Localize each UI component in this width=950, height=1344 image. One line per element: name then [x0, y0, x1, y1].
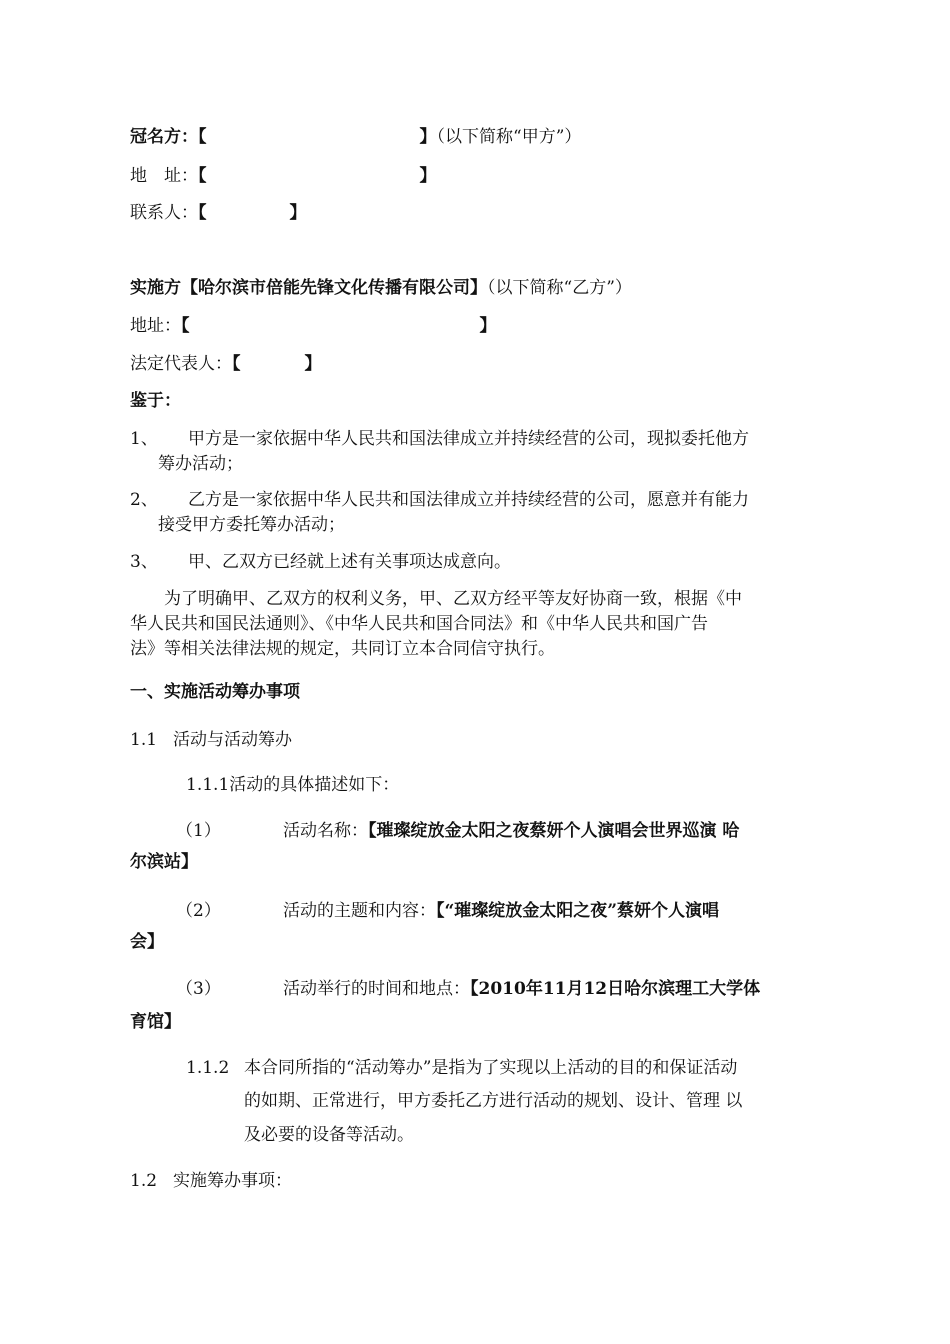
party-a-name-label: 冠名方： [130, 127, 198, 147]
party-b-name-label: 实施方 [130, 278, 181, 298]
whereas-item-1-line2: 筹办活动； [158, 454, 243, 474]
activity-item-3-num: （3） [176, 979, 221, 999]
whereas-heading: 鉴于： [130, 391, 181, 411]
preamble-line-2: 华人民共和国民法通则》、《中华人民共和国合同法》和《中华人民共和国广告 [130, 614, 708, 634]
section-1-heading: 一、实施活动筹办事项 [130, 682, 300, 702]
activity-item-1-num: （1） [176, 821, 221, 841]
section-1-1-line [130, 728, 292, 752]
activity-item-1-value1: 【璀璨绽放金太阳之夜蔡妍个人演唱会世界巡演 哈 [368, 821, 740, 841]
whereas-item-3-line1: 甲、乙双方已经就上述有关事项达成意向。 [188, 552, 511, 572]
whereas-item-2-line1: 乙方是一家依据中华人民共和国法律成立并持续经营的公司，愿意并有能力 [188, 490, 749, 510]
section-1-2-num: 1.2 [130, 1171, 158, 1191]
party-b-rep-close-bracket: 】 [304, 354, 322, 374]
section-1-1-1: 1.1.1活动的具体描述如下： [186, 775, 400, 795]
activity-item-1-line1 [283, 819, 739, 843]
activity-item-2-value2: 会】 [130, 932, 164, 952]
whereas-item-3-num: 3、 [130, 552, 158, 572]
activity-item-2-value1: 【“璀璨绽放金太阳之夜”蔡妍个人演唱 [436, 901, 720, 921]
party-a-name-note: （以下简称“甲方”） [436, 127, 582, 147]
party-b-name-value: 【哈尔滨市倍能先锋文化传播有限公司】 [181, 278, 487, 298]
activity-item-2-num: （2） [176, 901, 221, 921]
whereas-item-2-num: 2、 [130, 490, 158, 510]
activity-item-2-line1 [283, 899, 719, 923]
party-a-contact-close-bracket: 】 [289, 203, 307, 223]
party-a-name-close-bracket: 】 [419, 127, 437, 147]
activity-item-2-label: 活动的主题和内容： [283, 901, 436, 921]
activity-item-1-label: 活动名称： [283, 821, 368, 841]
section-1-1-2-line-1: 本合同所指的“活动筹办”是指为了实现以上活动的目的和保证活动 [244, 1058, 738, 1078]
party-b-name-note: （以下简称“乙方”） [487, 278, 632, 298]
party-b-name-line [130, 276, 632, 300]
section-1-1-title: 活动与活动筹办 [173, 730, 293, 750]
party-b-address-close-bracket: 】 [479, 316, 497, 336]
party-b-address-label: 地址： [130, 316, 181, 336]
activity-item-1-value2: 尔滨站】 [130, 852, 198, 872]
party-a-name-line [130, 125, 581, 149]
activity-item-3-label: 活动举行的时间和地点： [283, 979, 470, 999]
whereas-item-1-line1: 甲方是一家依据中华人民共和国法律成立并持续经营的公司，现拟委托他方 [188, 429, 749, 449]
party-a-address-line [130, 164, 437, 188]
party-b-rep-label: 法定代表人： [130, 354, 232, 374]
party-b-rep-open-bracket: 【 [232, 354, 241, 374]
section-1-1-2-line-2: 的如期、正常进行，甲方委托乙方进行活动的规划、设计、管理 以 [244, 1091, 743, 1111]
section-1-2-line [130, 1169, 292, 1193]
preamble-line-3: 法》等相关法律法规的规定，共同订立本合同信守执行。 [130, 639, 555, 659]
party-a-address-close-bracket: 】 [419, 166, 437, 186]
party-b-address-line [130, 314, 497, 338]
party-a-contact-open-bracket: 【 [198, 203, 207, 223]
whereas-item-2-line2: 接受甲方委托筹办活动； [158, 515, 345, 535]
section-1-1-2-num: 1.1.2 [186, 1058, 230, 1078]
preamble-line-1: 为了明确甲、乙双方的权利义务，甲、乙双方经平等友好协商一致，根据《中 [164, 589, 742, 609]
party-b-address-open-bracket: 【 [181, 316, 190, 336]
section-1-1-2-line-3: 及必要的设备等活动。 [244, 1125, 414, 1145]
activity-item-3-value1: 【2010年11月12日哈尔滨理工大学体 [470, 979, 761, 999]
party-a-contact-label: 联系人： [130, 203, 198, 223]
section-1-1-num: 1.1 [130, 730, 158, 750]
party-b-rep-line [130, 352, 322, 376]
whereas-item-1-num: 1、 [130, 429, 158, 449]
party-a-address-open-bracket: 【 [198, 166, 207, 186]
section-1-2-title: 实施筹办事项： [173, 1171, 293, 1191]
activity-item-3-value2: 育馆】 [130, 1012, 181, 1032]
activity-item-3-line1 [283, 977, 760, 1001]
party-a-address-label: 地 址： [130, 166, 198, 186]
party-a-contact-line [130, 201, 307, 225]
party-a-name-open-bracket: 【 [198, 127, 207, 147]
